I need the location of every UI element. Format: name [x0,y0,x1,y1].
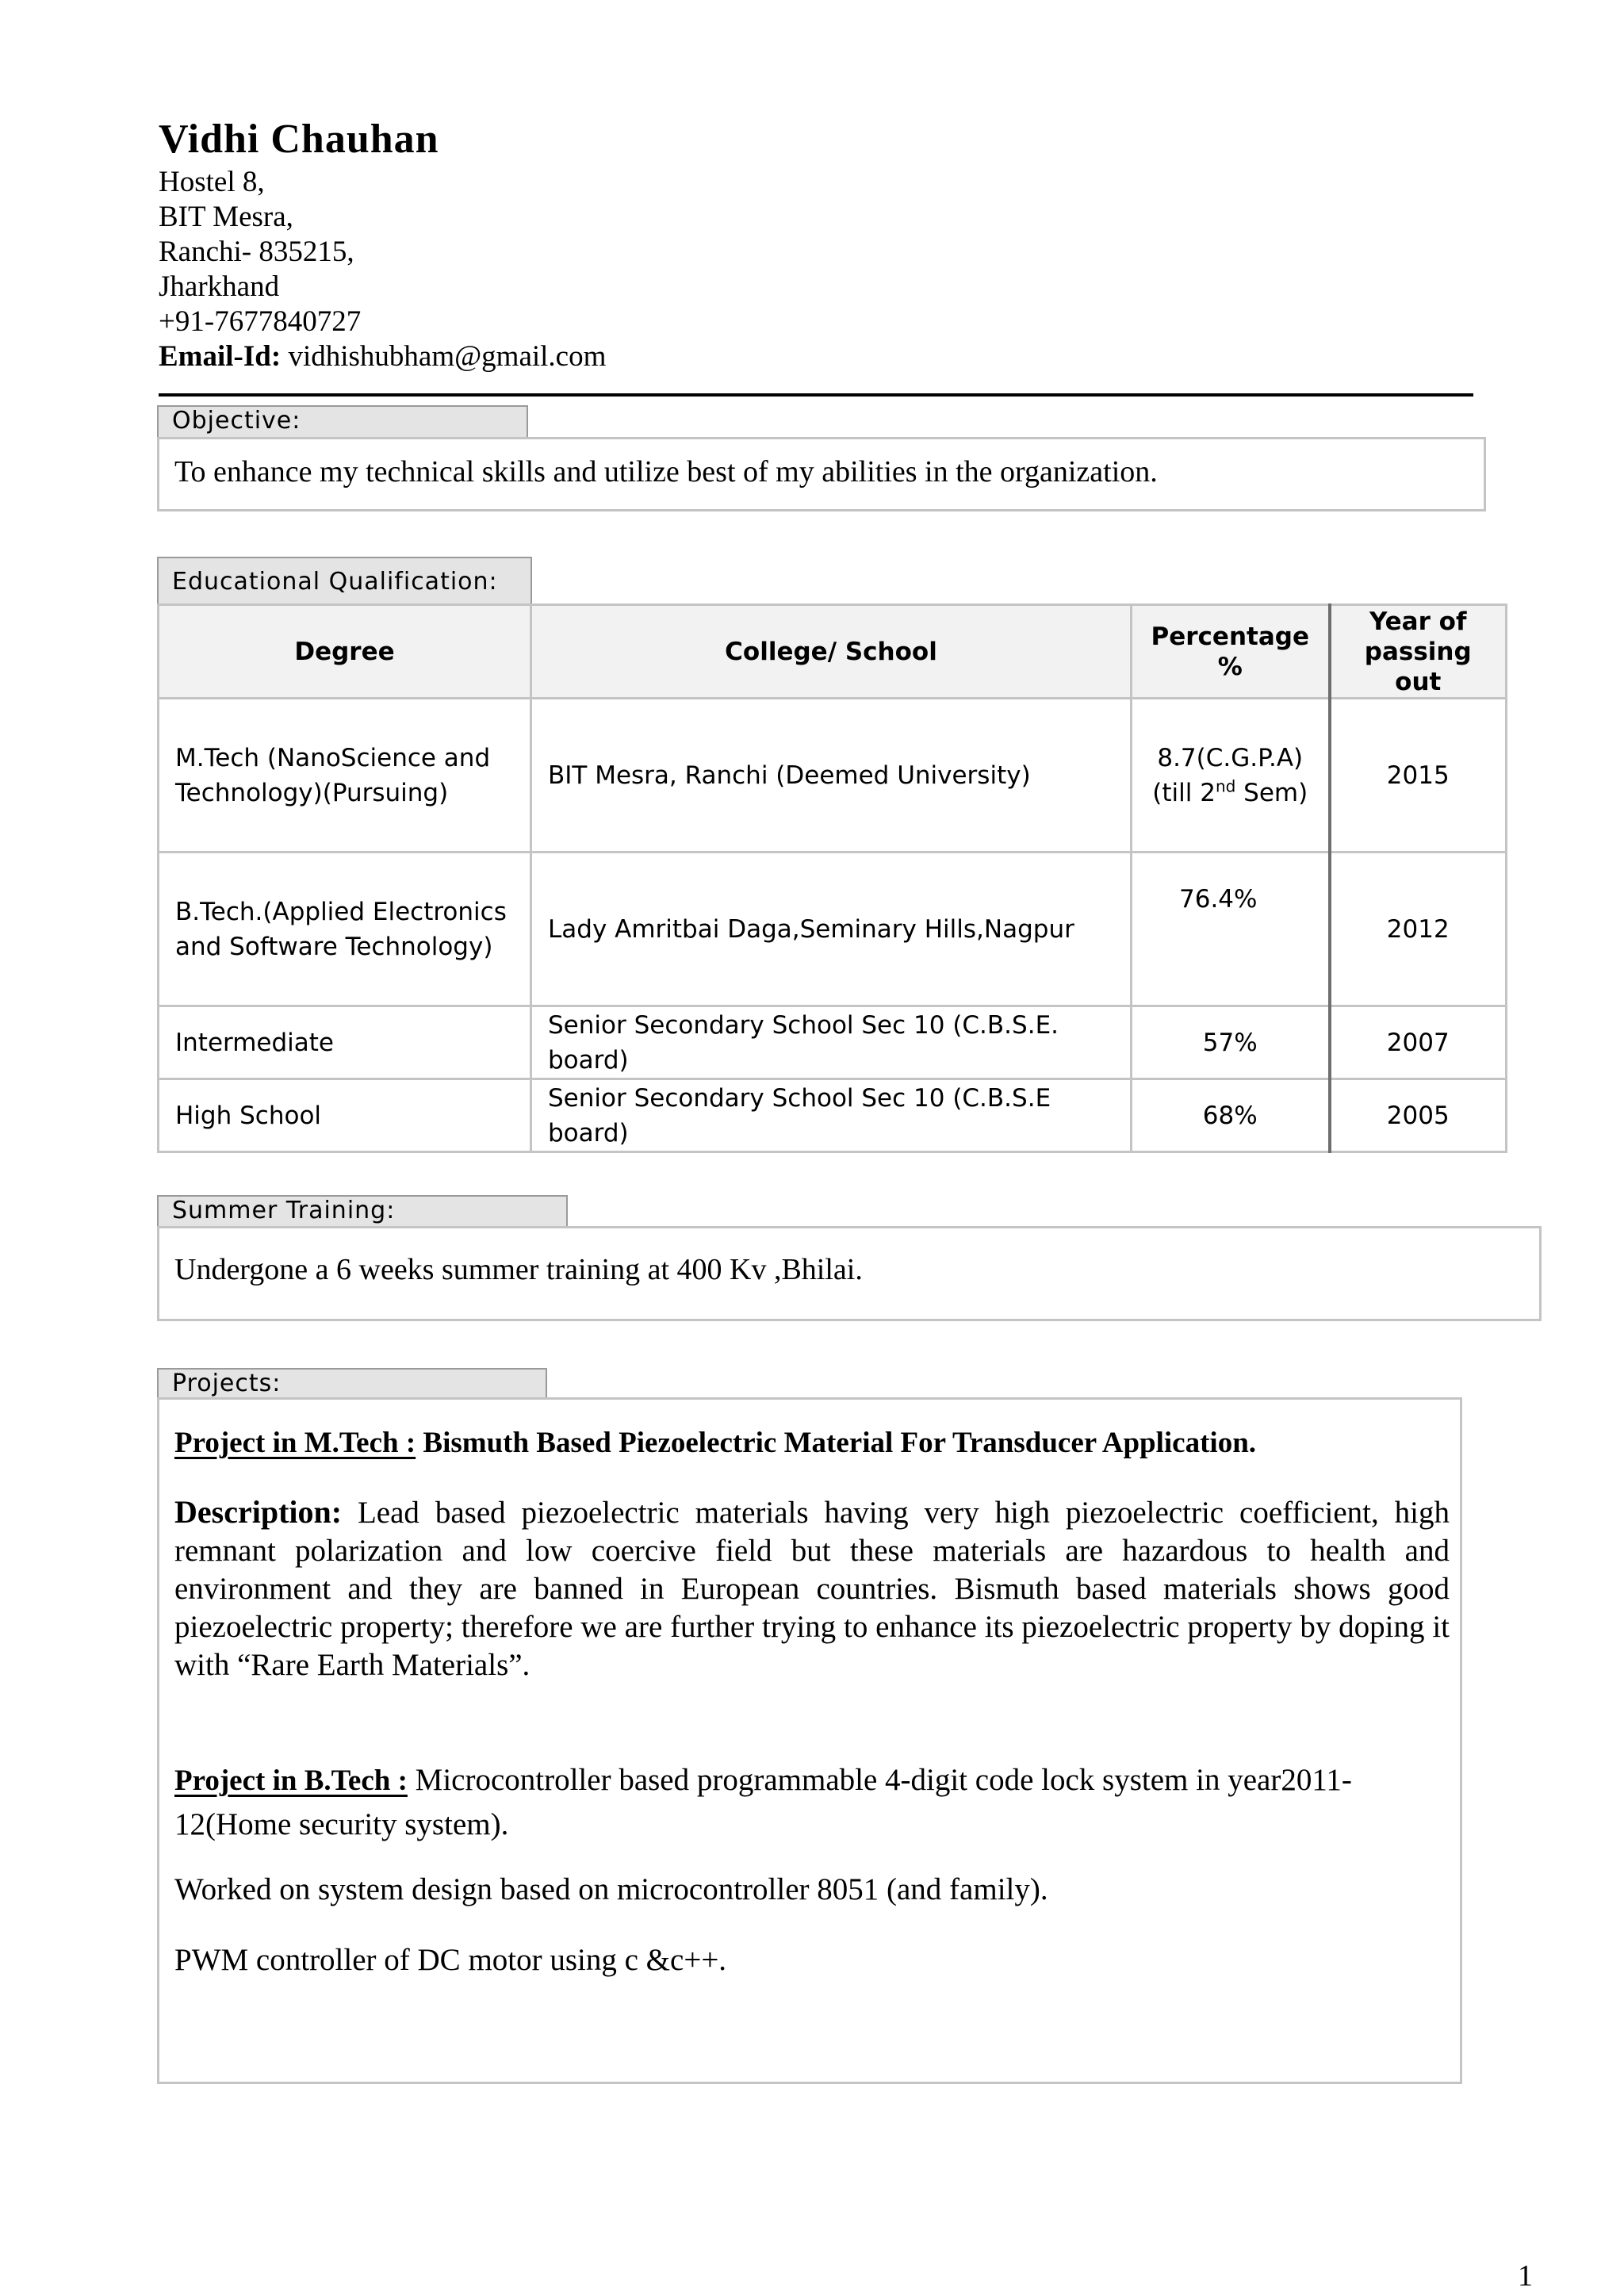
year-cell: 2015 [1330,699,1507,852]
college-cell: Senior Secondary School Sec 10 (C.B.S.E. board) [531,1006,1132,1079]
btech-project-text: Microcontroller based programmable 4-digit code lock system in year2011-12(Home security system). [174,1763,1352,1841]
percentage-cell: 76.4% [1132,852,1330,1006]
college-cell: Lady Amritbai Daga,Seminary Hills,Nagpur [531,852,1132,1006]
percentage-cell: 68% [1132,1079,1330,1152]
address-line: Hostel 8, [159,166,265,198]
projects-box [157,1397,1462,2084]
project-line: Worked on system design based on microcontroller 8051 (and family). [174,1872,1048,1906]
description-label: Description: [174,1494,343,1530]
email-line [159,339,606,374]
table-row [159,1006,1507,1079]
degree-cell: M.Tech (NanoScience and Technology)(Pursuing) [159,699,531,852]
description-text: Lead based piezoelectric materials having very high piezoelectric coefficient, high remnant polarization and low coercive field but these materials are hazardous to health and environment and they are banned in European countries. Bismuth based materials shows good piezoelectric property; therefore we are further trying to enhance its piezoelectric property by doping it with “Rare Earth Materials”. [174,1496,1450,1682]
table-header-row [159,605,1507,699]
header-degree: Degree [159,605,531,699]
header-divider [159,393,1473,397]
summer-training-label: Summer Training: [157,1195,568,1228]
email-label: Email-Id: [159,340,282,373]
year-cell: 2007 [1330,1006,1507,1079]
percentage-cell: 57% [1132,1006,1330,1079]
mtech-project-title: Bismuth Based Piezoelectric Material For Transducer Application. [423,1427,1257,1459]
table-row [159,852,1507,1006]
projects-label: Projects: [157,1368,547,1400]
btech-project-label: Project in B.Tech : [174,1764,408,1797]
objective-label: Objective: [157,405,528,439]
mtech-project-label: Project in M.Tech : [174,1427,416,1459]
summer-training-text: Undergone a 6 weeks summer training at 400 Kv ,Bhilai. [174,1253,863,1286]
header-percentage: Percentage % [1132,605,1330,699]
year-cell: 2012 [1330,852,1507,1006]
header-year: Year of passing out [1330,605,1507,699]
mtech-description [174,1493,1450,1684]
address-line: Jharkhand [159,270,280,303]
education-label: Educational Qualification: [157,557,532,606]
degree-cell: B.Tech.(Applied Electronics and Software Technology) [159,852,531,1006]
project-line: PWM controller of DC motor using c &c++. [174,1943,727,1977]
table-row [159,1079,1507,1152]
college-cell: Senior Secondary School Sec 10 (C.B.S.E board) [531,1079,1132,1152]
degree-cell: Intermediate [159,1006,531,1079]
objective-box [157,437,1486,511]
year-cell: 2005 [1330,1079,1507,1152]
table-row [159,699,1507,852]
page-number: 1 [1518,2259,1533,2293]
btech-project [174,1758,1450,1846]
phone-number: +91-7677840727 [159,305,362,338]
percentage-cell [1132,699,1330,852]
email-address: vidhishubham@gmail.com [288,340,607,373]
college-cell: BIT Mesra, Ranchi (Deemed University) [531,699,1132,852]
mtech-project-heading [174,1426,1256,1460]
degree-cell: High School [159,1079,531,1152]
address-line: Ranchi- 835215, [159,236,354,268]
objective-text: To enhance my technical skills and utilize best of my abilities in the organization. [174,455,1158,489]
candidate-name: Vidhi Chauhan [159,117,439,162]
address-line: BIT Mesra, [159,201,293,233]
percentage-value: 8.7(C.G.P.A) [1157,743,1304,772]
percentage-note: (till 2nd Sem) [1152,776,1308,807]
header-college: College/ School [531,605,1132,699]
education-table [157,603,1507,1153]
summer-training-box [157,1226,1542,1321]
